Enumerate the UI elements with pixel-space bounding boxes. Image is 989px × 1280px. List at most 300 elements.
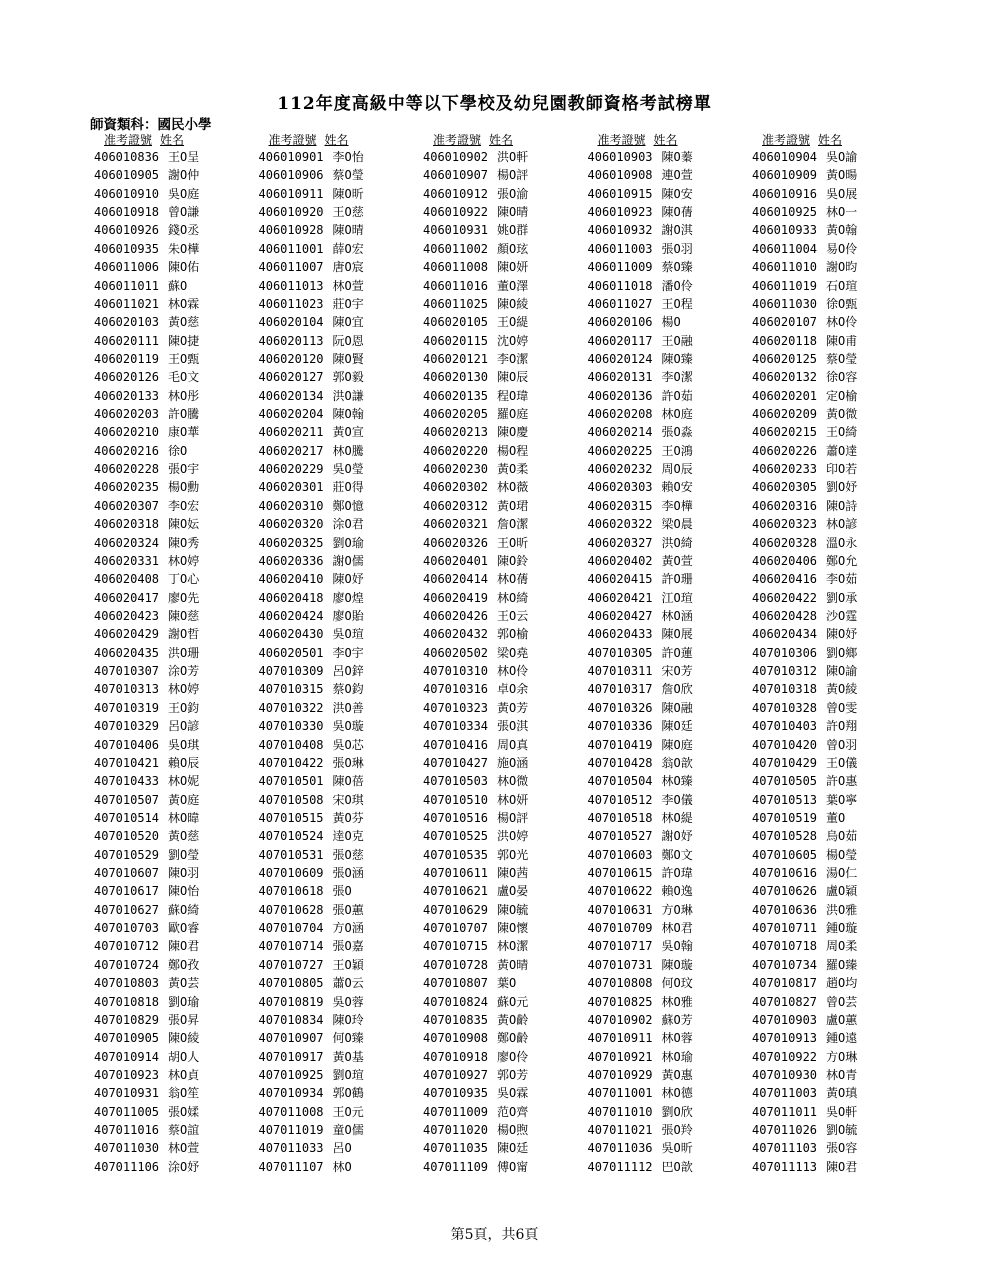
table-row: [94, 754, 259, 772]
exam-id: 407010429: [752, 755, 818, 770]
candidate-name: 丁O心: [168, 572, 200, 587]
exam-id: 406020326: [423, 535, 489, 550]
table-row: [259, 534, 424, 552]
table-row: [94, 791, 259, 809]
exam-id: 407010312: [752, 664, 818, 679]
exam-id: 406020136: [587, 388, 653, 403]
exam-id: 406020328: [752, 535, 818, 550]
exam-id: 406020434: [752, 627, 818, 642]
candidate-name: 梁O堯: [497, 645, 529, 660]
exam-id: 406020107: [752, 315, 818, 330]
candidate-name: 董O: [826, 810, 846, 825]
table-row: [588, 901, 753, 919]
candidate-name: 謝O仲: [168, 168, 200, 183]
candidate-name: 張O蕙: [332, 902, 364, 917]
candidate-name: 洪O謙: [332, 388, 364, 403]
candidate-name: 楊O煦: [497, 1123, 529, 1138]
candidate-name: 謝O昀: [826, 260, 858, 275]
table-row: [752, 1103, 917, 1121]
candidate-name: 葉O: [497, 976, 517, 991]
candidate-name: 楊O瑩: [826, 847, 858, 862]
exam-id: 407010326: [587, 700, 653, 715]
candidate-name: 陳O廷: [497, 1141, 529, 1156]
candidate-name: 林O雅: [661, 994, 693, 1009]
exam-id: 407010305: [587, 645, 653, 660]
exam-id: 406010932: [587, 223, 653, 238]
candidate-name: 鄭O憶: [332, 498, 364, 513]
table-row: [423, 478, 588, 496]
table-row: [423, 148, 588, 166]
table-row: [423, 827, 588, 845]
candidate-name: 蕭O達: [826, 443, 858, 458]
table-row: [588, 809, 753, 827]
table-row: [588, 258, 753, 276]
candidate-name: 朱O樺: [168, 241, 200, 256]
candidate-name: 曾O芸: [826, 994, 858, 1009]
exam-id: 406011019: [752, 278, 818, 293]
exam-id: 407011107: [258, 1159, 324, 1174]
candidate-name: 林O諺: [826, 517, 858, 532]
table-row: [752, 185, 917, 203]
table-row: [94, 478, 259, 496]
exam-id: 407010808: [587, 976, 653, 991]
candidate-name: 印O若: [826, 462, 858, 477]
table-row: [588, 460, 753, 478]
table-row: [752, 387, 917, 405]
table-row: [259, 901, 424, 919]
exam-id: 406020131: [587, 370, 653, 385]
candidate-name: 李O潔: [661, 370, 693, 385]
exam-id: 407010908: [423, 1031, 489, 1046]
exam-id: 407010501: [258, 774, 324, 789]
exam-id: 407010835: [423, 1012, 489, 1027]
exam-id: 406010918: [94, 205, 160, 220]
candidate-name: 陳O蓁: [661, 150, 693, 164]
table-row: [588, 625, 753, 643]
exam-id: 406010923: [587, 205, 653, 220]
exam-id: 406010903: [587, 150, 653, 164]
exam-id: 406010920: [258, 205, 324, 220]
candidate-name: 周O柔: [826, 939, 858, 954]
table-row: [94, 460, 259, 478]
candidate-name: 陳O綾: [497, 296, 529, 311]
exam-id: 406010928: [258, 223, 324, 238]
exam-id: 406020226: [752, 443, 818, 458]
candidate-name: 黃O微: [826, 407, 858, 422]
table-row: [588, 515, 753, 533]
exam-id: 407010406: [94, 737, 160, 752]
table-row: [423, 423, 588, 441]
exam-id: 407011001: [587, 1086, 653, 1101]
candidate-name: 許O瑋: [661, 866, 693, 881]
table-row: [94, 368, 259, 386]
table-row: [94, 1103, 259, 1121]
candidate-name: 林O伶: [826, 315, 858, 330]
exam-id: 407010518: [587, 810, 653, 825]
exam-id: 406020432: [423, 627, 489, 642]
table-row: [259, 680, 424, 698]
exam-id: 407011003: [752, 1086, 818, 1101]
table-row: [94, 901, 259, 919]
table-row: [752, 919, 917, 937]
exam-id: 407011011: [752, 1104, 818, 1119]
exam-id: 407010934: [258, 1086, 324, 1101]
exam-id: 406020303: [587, 480, 653, 495]
exam-id: 407010510: [423, 792, 489, 807]
exam-id: 406010836: [94, 150, 160, 164]
table-row: [259, 644, 424, 662]
header-name-label: 姓名: [324, 133, 349, 147]
candidate-name: 林O妍: [497, 792, 529, 807]
exam-id: 407010734: [752, 957, 818, 972]
table-row: [588, 405, 753, 423]
exam-id: 406020501: [258, 645, 324, 660]
table-row: [259, 240, 424, 258]
table-row: [423, 680, 588, 698]
exam-id: 407010420: [752, 737, 818, 752]
table-row: [588, 937, 753, 955]
table-row: [94, 974, 259, 992]
table-row: [94, 809, 259, 827]
candidate-name: 謝O儒: [332, 553, 364, 568]
table-row: [423, 1139, 588, 1157]
table-row: [259, 1084, 424, 1102]
candidate-name: 陳O捷: [168, 333, 200, 348]
candidate-name: 王O鴻: [661, 443, 693, 458]
exam-id: 407011010: [587, 1104, 653, 1119]
table-row: [259, 974, 424, 992]
candidate-name: 羅O庭: [497, 407, 529, 422]
candidate-name: 謝O哲: [168, 627, 200, 642]
exam-id: 407010322: [258, 700, 324, 715]
table-row: [423, 1029, 588, 1047]
exam-id: 407010631: [587, 902, 653, 917]
candidate-name: 王O元: [332, 1104, 364, 1119]
exam-id: 407010427: [423, 755, 489, 770]
exam-id: 407010931: [94, 1086, 160, 1101]
candidate-name: 黃O齡: [497, 1012, 529, 1027]
candidate-name: 呂O諺: [168, 719, 200, 734]
exam-id: 407010310: [423, 664, 489, 679]
candidate-name: 蕭O云: [332, 976, 364, 991]
table-row: [752, 772, 917, 790]
table-row: [588, 956, 753, 974]
candidate-name: 郭O毅: [332, 370, 364, 385]
candidate-name: 陳O廷: [661, 719, 693, 734]
table-row: [94, 552, 259, 570]
exam-id: 407010907: [258, 1031, 324, 1046]
candidate-name: 許O惠: [826, 774, 858, 789]
exam-id: 407010307: [94, 664, 160, 679]
exam-id: 406010931: [423, 223, 489, 238]
table-row: [423, 240, 588, 258]
table-row: [94, 699, 259, 717]
candidate-name: 黃O綾: [826, 682, 858, 697]
candidate-name: 施O涵: [497, 755, 529, 770]
candidate-name: 郭O光: [497, 847, 529, 862]
candidate-name: 涂O君: [332, 517, 364, 532]
exam-id: 407010515: [258, 810, 324, 825]
candidate-name: 洪O善: [332, 700, 364, 715]
table-row: [259, 258, 424, 276]
exam-id: 406020310: [258, 498, 324, 513]
exam-id: 406020427: [587, 608, 653, 623]
candidate-name: 蔡O臻: [661, 260, 693, 275]
exam-id: 406020415: [587, 572, 653, 587]
candidate-name: 歐O睿: [168, 921, 200, 936]
table-row: [588, 423, 753, 441]
candidate-name: 林O騰: [332, 443, 364, 458]
exam-id: 406010904: [752, 150, 818, 164]
candidate-name: 李O茹: [826, 572, 858, 587]
exam-id: 407010319: [94, 700, 160, 715]
exam-id: 406010909: [752, 168, 818, 183]
table-row: [94, 864, 259, 882]
exam-id: 406020217: [258, 443, 324, 458]
table-row: [423, 405, 588, 423]
table-row: [94, 882, 259, 900]
candidate-name: 吳O蓉: [332, 994, 364, 1009]
table-row: [752, 993, 917, 1011]
candidate-name: 陳O庭: [661, 737, 693, 752]
candidate-name: 林O君: [661, 921, 693, 936]
candidate-name: 陳O宜: [332, 315, 364, 330]
table-row: [423, 974, 588, 992]
exam-id: 406020125: [752, 351, 818, 366]
exam-id: 407010334: [423, 719, 489, 734]
exam-id: 407010709: [587, 921, 653, 936]
table-row: [588, 368, 753, 386]
column-header: [259, 132, 424, 148]
candidate-name: 林O瑜: [661, 1049, 693, 1064]
table-row: [752, 221, 917, 239]
candidate-name: 陳O慈: [168, 608, 200, 623]
candidate-name: 陳O辰: [497, 370, 529, 385]
exam-id: 407011008: [258, 1104, 324, 1119]
table-row: [259, 185, 424, 203]
candidate-name: 翁O笙: [168, 1086, 200, 1101]
exam-id: 407010512: [587, 792, 653, 807]
table-row: [588, 1139, 753, 1157]
table-row: [423, 589, 588, 607]
exam-id: 406020201: [752, 388, 818, 403]
exam-id: 406020410: [258, 572, 324, 587]
candidate-name: 劉O妤: [826, 480, 858, 495]
exam-id: 406020320: [258, 517, 324, 532]
candidate-name: 張O昇: [168, 1012, 200, 1027]
exam-id: 407010818: [94, 994, 160, 1009]
candidate-name: 吳O瑩: [332, 462, 364, 477]
exam-id: 407010817: [752, 976, 818, 991]
candidate-name: 陳O佑: [168, 260, 200, 275]
candidate-name: 王O綺: [826, 425, 858, 440]
candidate-name: 林O伶: [497, 664, 529, 679]
table-row: [94, 680, 259, 698]
exam-id: 406020318: [94, 517, 160, 532]
candidate-name: 吳O瑄: [332, 627, 364, 642]
candidate-name: 陳O妘: [168, 517, 200, 532]
candidate-name: 林O薇: [497, 480, 529, 495]
table-row: [94, 405, 259, 423]
results-table: [94, 132, 924, 1176]
candidate-name: 蘇O芳: [661, 1012, 693, 1027]
category-label: 師資類科：國民小學: [90, 117, 212, 133]
table-row: [259, 1158, 424, 1176]
exam-id: 407010520: [94, 829, 160, 844]
table-row: [259, 166, 424, 184]
table-row: [94, 625, 259, 643]
table-row: [259, 478, 424, 496]
candidate-name: 周O真: [497, 737, 529, 752]
table-row: [588, 148, 753, 166]
header-id-label: 准考證號: [268, 133, 317, 147]
table-row: [588, 644, 753, 662]
table-row: [588, 478, 753, 496]
exam-id: 406020132: [752, 370, 818, 385]
candidate-name: 陳O玲: [332, 1012, 364, 1027]
candidate-name: 陳O蒨: [661, 205, 693, 220]
exam-id: 406020119: [94, 351, 160, 366]
candidate-name: 黃O柔: [497, 462, 529, 477]
exam-id: 407010929: [587, 1067, 653, 1082]
exam-id: 406020331: [94, 553, 160, 568]
table-row: [259, 1011, 424, 1029]
candidate-name: 陳O君: [826, 1159, 858, 1174]
table-row: [423, 368, 588, 386]
candidate-name: 郭O芳: [497, 1067, 529, 1082]
table-row: [94, 717, 259, 735]
exam-id: 407010605: [752, 847, 818, 862]
candidate-name: 李O潔: [497, 351, 529, 366]
exam-id: 406020232: [587, 462, 653, 477]
candidate-name: 楊O勳: [168, 480, 200, 495]
exam-id: 407010403: [752, 719, 818, 734]
exam-id: 406020111: [94, 333, 160, 348]
candidate-name: 徐O容: [826, 370, 858, 385]
candidate-name: 方O琳: [661, 902, 693, 917]
candidate-name: 阮O恩: [332, 333, 364, 348]
exam-id: 406020315: [587, 498, 653, 513]
table-row: [423, 350, 588, 368]
candidate-name: 陳O妤: [826, 627, 858, 642]
table-row: [94, 1066, 259, 1084]
exam-id: 406020422: [752, 590, 818, 605]
candidate-name: 鄭O齡: [497, 1031, 529, 1046]
candidate-name: 涂O妤: [168, 1159, 200, 1174]
exam-id: 406010935: [94, 241, 160, 256]
table-row: [423, 754, 588, 772]
exam-id: 407010911: [587, 1031, 653, 1046]
table-row: [94, 221, 259, 239]
exam-id: 407010306: [752, 645, 818, 660]
candidate-name: 李O怡: [332, 150, 364, 164]
exam-id: 406011004: [752, 241, 818, 256]
candidate-name: 王O云: [497, 608, 529, 623]
candidate-name: 楊O: [661, 315, 681, 330]
candidate-name: 蔡O瑩: [332, 168, 364, 183]
candidate-name: 沙O霆: [826, 608, 858, 623]
candidate-name: 錢O丞: [168, 223, 200, 238]
candidate-name: 江O瑄: [661, 590, 693, 605]
exam-id: 406020502: [423, 645, 489, 660]
exam-id: 407010902: [587, 1012, 653, 1027]
table-row: [94, 827, 259, 845]
exam-id: 406020423: [94, 608, 160, 623]
table-row: [259, 442, 424, 460]
exam-id: 406020302: [423, 480, 489, 495]
table-row: [259, 882, 424, 900]
exam-id: 407010626: [752, 884, 818, 899]
candidate-name: 張O嘉: [332, 939, 364, 954]
table-row: [94, 846, 259, 864]
exam-id: 407010803: [94, 976, 160, 991]
candidate-name: 王O甄: [168, 351, 200, 366]
candidate-name: 鄭O允: [826, 553, 858, 568]
exam-id: 406011010: [752, 260, 818, 275]
column-header: [588, 132, 753, 148]
candidate-name: 黃O基: [332, 1049, 364, 1064]
exam-id: 407010724: [94, 957, 160, 972]
table-row: [259, 1066, 424, 1084]
table-row: [752, 754, 917, 772]
exam-id: 406020133: [94, 388, 160, 403]
exam-id: 406020211: [258, 425, 324, 440]
exam-id: 406020312: [423, 498, 489, 513]
exam-id: 406020235: [94, 480, 160, 495]
exam-id: 406010911: [258, 186, 324, 201]
candidate-name: 陳O君: [168, 939, 200, 954]
table-row: [752, 148, 917, 166]
table-row: [752, 717, 917, 735]
table-row: [752, 662, 917, 680]
exam-id: 406020230: [423, 462, 489, 477]
candidate-name: 吳O芯: [332, 737, 364, 752]
exam-id: 407010328: [752, 700, 818, 715]
table-row: [752, 240, 917, 258]
exam-id: 406011001: [258, 241, 324, 256]
table-row: [588, 736, 753, 754]
exam-id: 407010508: [258, 792, 324, 807]
table-row: [259, 699, 424, 717]
table-row: [752, 1121, 917, 1139]
table-row: [752, 901, 917, 919]
exam-id: 407010329: [94, 719, 160, 734]
candidate-name: 何O玟: [661, 976, 693, 991]
exam-id: 407011021: [587, 1123, 653, 1138]
table-row: [423, 534, 588, 552]
exam-id: 406010910: [94, 186, 160, 201]
exam-id: 406020327: [587, 535, 653, 550]
exam-id: 406020210: [94, 425, 160, 440]
table-row: [423, 1048, 588, 1066]
header-id-label: 准考證號: [762, 133, 811, 147]
candidate-name: 林O臻: [661, 774, 693, 789]
table-row: [752, 166, 917, 184]
candidate-name: 盧O晏: [497, 884, 529, 899]
exam-id: 406020229: [258, 462, 324, 477]
candidate-name: 鍾O璇: [826, 921, 858, 936]
table-row: [259, 589, 424, 607]
candidate-name: 洪O婷: [497, 829, 529, 844]
candidate-name: 劉O瑄: [332, 1067, 364, 1082]
exam-id: 407010527: [587, 829, 653, 844]
table-row: [423, 644, 588, 662]
table-row: [752, 368, 917, 386]
exam-id: 406010912: [423, 186, 489, 201]
table-row: [588, 1121, 753, 1139]
exam-id: 407010316: [423, 682, 489, 697]
table-row: [94, 423, 259, 441]
